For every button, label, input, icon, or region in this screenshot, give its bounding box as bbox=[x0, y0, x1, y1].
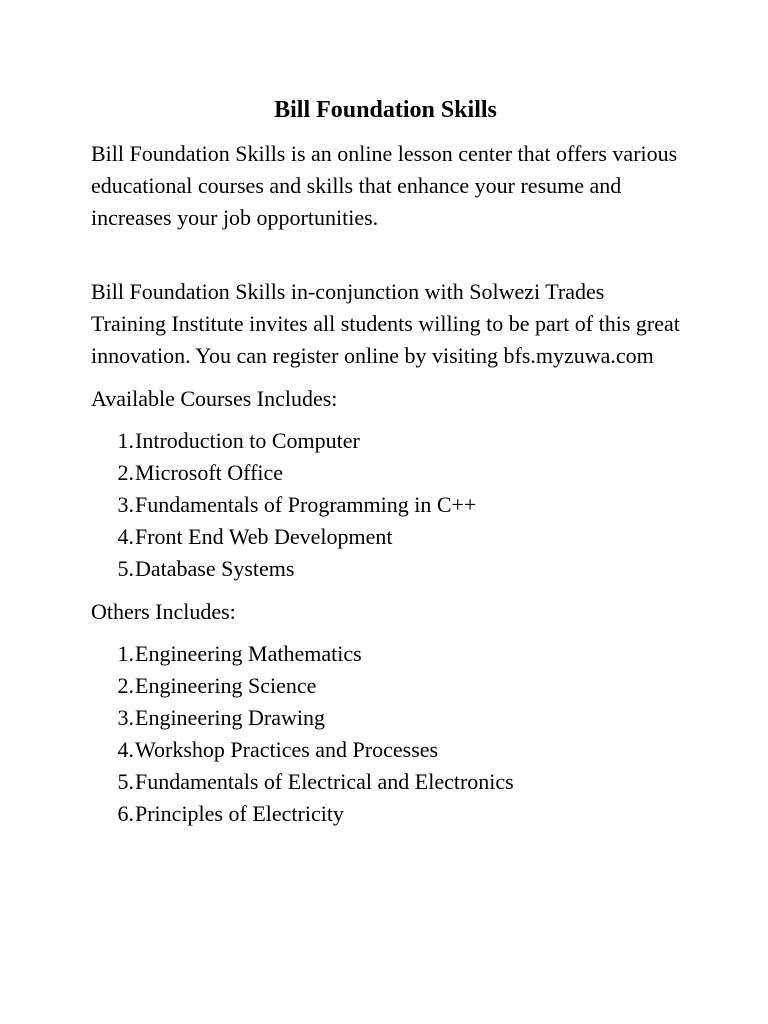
list-number: 4. bbox=[117, 524, 134, 549]
list-item bbox=[91, 702, 680, 734]
list-number: 4. bbox=[117, 737, 134, 762]
list-number: 5. bbox=[117, 769, 134, 794]
course-item: Introduction to Computer bbox=[135, 428, 360, 453]
list-number: 2. bbox=[117, 460, 134, 485]
list-item bbox=[91, 521, 680, 553]
other-item: Fundamentals of Electrical and Electronics bbox=[135, 769, 514, 794]
list-number: 6. bbox=[117, 801, 134, 826]
list-item bbox=[91, 798, 680, 830]
list-number: 1. bbox=[117, 641, 134, 666]
other-item: Workshop Practices and Processes bbox=[135, 737, 439, 762]
other-item: Engineering Science bbox=[135, 673, 317, 698]
others-heading: Others Includes: bbox=[91, 599, 236, 624]
list-item bbox=[91, 489, 680, 521]
other-item: Principles of Electricity bbox=[135, 801, 344, 826]
list-number: 1. bbox=[117, 428, 134, 453]
list-item bbox=[91, 457, 680, 489]
list-number: 3. bbox=[117, 492, 134, 517]
partner-paragraph: Bill Foundation Skills in-conjunction with Solwezi Trades Training Institute invites all students willing to be part of this great innovation. You can register online by visiting bfs.myzuwa.com bbox=[91, 279, 680, 368]
list-item bbox=[91, 766, 680, 798]
other-item: Engineering Drawing bbox=[135, 705, 325, 730]
list-number: 3. bbox=[117, 705, 134, 730]
other-item: Engineering Mathematics bbox=[135, 641, 362, 666]
document-title: Bill Foundation Skills bbox=[274, 97, 497, 123]
list-item bbox=[91, 425, 680, 457]
list-item bbox=[91, 553, 680, 585]
list-item bbox=[91, 670, 680, 702]
course-item: Fundamentals of Programming in C++ bbox=[135, 492, 477, 517]
course-item: Database Systems bbox=[135, 556, 295, 581]
courses-list bbox=[91, 425, 680, 585]
list-item bbox=[91, 638, 680, 670]
list-item bbox=[91, 734, 680, 766]
courses-heading: Available Courses Includes: bbox=[91, 386, 338, 411]
list-number: 2. bbox=[117, 673, 134, 698]
course-item: Microsoft Office bbox=[135, 460, 284, 485]
intro-paragraph: Bill Foundation Skills is an online lesson center that offers various educational courses and skills that enhance your resume and increases your job opportunities. bbox=[91, 141, 678, 230]
list-number: 5. bbox=[117, 556, 134, 581]
course-item: Front End Web Development bbox=[135, 524, 393, 549]
others-list bbox=[91, 638, 680, 830]
